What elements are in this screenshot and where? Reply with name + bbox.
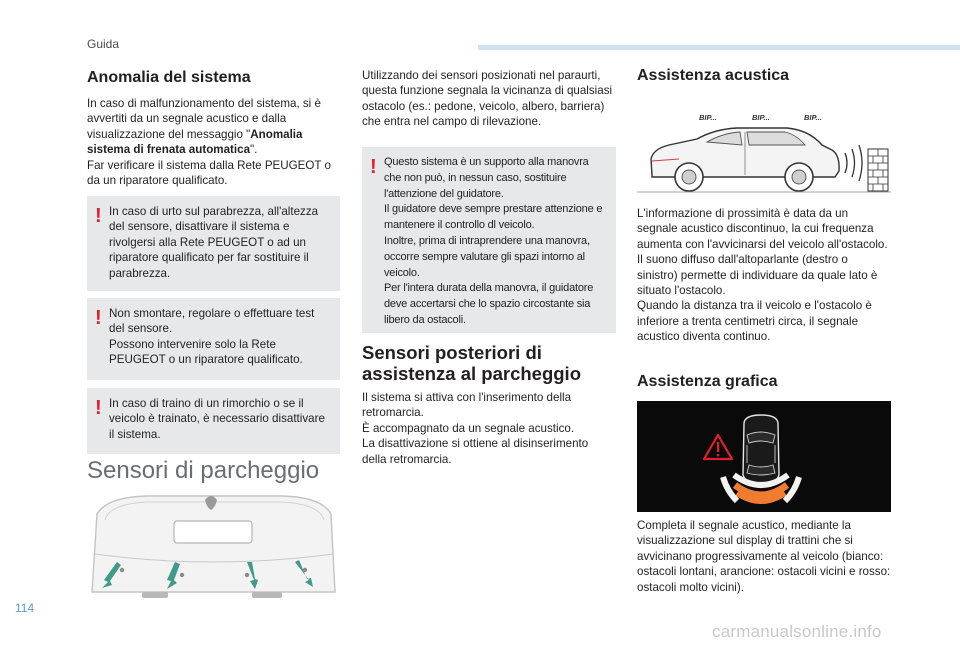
- section-label: Guida: [87, 37, 120, 51]
- header-bar: [478, 45, 960, 50]
- warning-icon: !: [95, 307, 102, 329]
- anomalia-text: [87, 96, 342, 188]
- acustica-text: L'informazione di prossimità è data da un segnale acustico discontinuo, la cui frequenza aumenta con l'avvicinarsi del veicolo all'ostacolo. Il suono diffuso dall'altoparlante (destro o sinistro) permette di individuare da quale lato è situato l'ostacolo. Quando la distanza tra il veicolo e l'ostacolo è inferiore a trenta centimetri circa, il segnale acustico diventa continuo.: [637, 207, 888, 344]
- watermark: carmanualsonline.info: [712, 622, 882, 641]
- grafica-title: Assistenza grafica: [637, 373, 778, 390]
- grafica-text: Completa il segnale acustico, mediante la visualizzazione sul display di trattini che si avvicinano progressivamente al veicolo (bianco: ostacoli lontani, arancione: ostacoli vicini e rosso: ostacoli molto vicini).: [637, 519, 891, 594]
- bip-label-2: BIP...: [752, 113, 770, 122]
- warning-note-windshield: ! In caso di urto sul parabrezza, all'altezza del sensore, disattivare il sistema e rivolgersi alla Rete PEUGEOT o ad un riparatore qualificato per far sostituire il parabrezza.: [87, 196, 340, 291]
- warning-note-sensor: ! Non smontare, regolare o effettuare test del sensore. Possono intervenire solo la Rete PEUGEOT o un riparatore qualificato.: [87, 298, 340, 380]
- intro-text: Utilizzando dei sensori posizionati nel paraurti, questa funzione segnala la vicinanza di qualsiasi ostacolo (es.: pedone, veicolo, albero, barriera) che entra nel campo di rilevazione.: [362, 69, 613, 129]
- car-sound-illustration: [637, 103, 891, 199]
- warning-icon: !: [95, 397, 102, 419]
- anomalia-title: Anomalia del sistema: [87, 69, 251, 86]
- parking-display-graphic: [637, 401, 891, 512]
- acustica-title: Assistenza acustica: [637, 67, 790, 84]
- anomalia-p2: Far verificare il sistema dalla Rete PEUGEOT o da un riparatore qualificato.: [87, 158, 331, 188]
- warning-note-tow: ! In caso di traino di un rimorchio o se il veicolo è trainato, è necessario disattivare il sistema.: [87, 388, 340, 454]
- page-number: 114: [15, 601, 35, 615]
- warning-note-support: ! Questo sistema è un supporto alla manovra che non può, in nessun caso, sostituire l'attenzione del guidatore. Il guidatore deve sempre prestare attenzione e mantenere il controllo dl veicolo. Inoltre, prima di intraprendere una manovra, occorre sempre valutare gli spazi intorno al veicolo. Per l'intera durata della manovra, il guidatore deve accertarsi che lo spazio circostante sia libero da ostacoli.: [362, 147, 616, 333]
- warning-icon: !: [95, 205, 102, 227]
- posteriori-text: Il sistema si attiva con l'inserimento della retromarcia. È accompagnato da un segnale acustico. La disattivazione si ottiene al disinserimento della retromarcia.: [362, 391, 589, 466]
- anomalia-p1: In caso di malfunzionamento del sistema, si è avvertiti da un segnale acustico e dalla visualizzazione del messaggio "Anomalia sistema di frenata automatica".: [87, 97, 321, 157]
- sensori-title: Sensori di parcheggio: [87, 457, 320, 484]
- posteriori-title: Sensori posteriori di assistenza al parcheggio: [362, 342, 582, 384]
- rear-bumper-illustration: [87, 492, 340, 600]
- warning-icon: !: [370, 156, 377, 178]
- bip-label-3: BIP...: [804, 113, 822, 122]
- bip-label-1: BIP...: [699, 113, 717, 122]
- brick-wall: [868, 149, 888, 191]
